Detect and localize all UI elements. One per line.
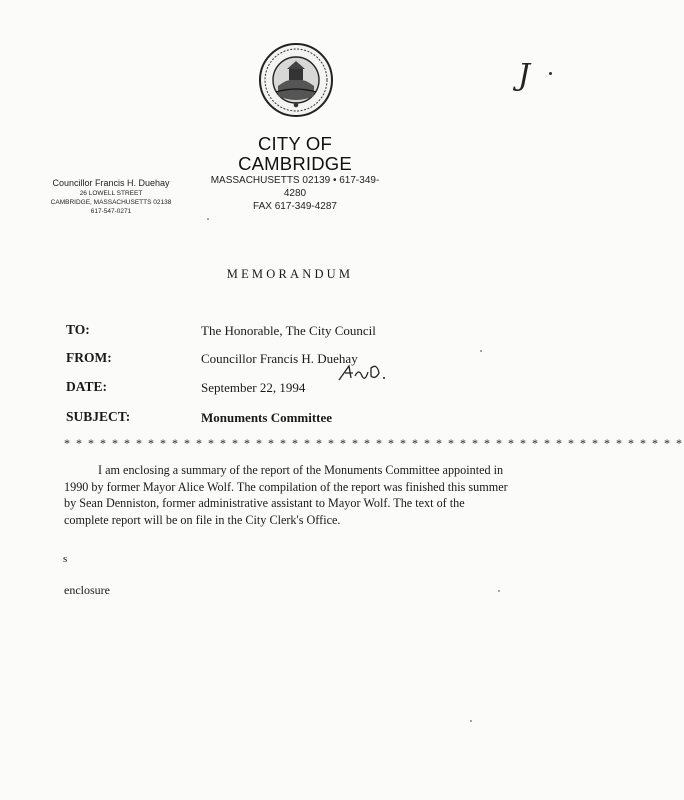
sender-city: CAMBRIDGE, MASSACHUSETTS 02138	[50, 199, 172, 206]
scan-speck	[470, 720, 472, 722]
date-label: DATE:	[66, 379, 108, 394]
scan-speck	[480, 350, 482, 352]
sender-street: 26 LOWELL STREET	[79, 190, 143, 197]
sender-phone: 617-547-0271	[90, 208, 132, 215]
to-value: The Honorable, The City Council	[201, 323, 376, 338]
date-value: September 22, 1994	[201, 380, 306, 395]
from-value: Councillor Francis H. Duehay	[201, 351, 358, 366]
city-seal-logo	[258, 42, 334, 118]
scan-speck	[207, 218, 209, 220]
sender-block	[26, 177, 196, 216]
handwritten-initials-signature	[337, 360, 417, 386]
body-paragraph: I am enclosing a summary of the report of the Monuments Committee appointed in 1990 by former Mayor Alice Wolf. The compilation of the report was finished this summer by Sean Denniston, former administrative assistant to Mayor Wolf. The text of the complete report will be on file in the City Clerk's Office.	[64, 463, 508, 527]
enclosure-note: enclosure	[64, 583, 110, 597]
letterhead	[200, 134, 390, 213]
city-name: CITY OF CAMBRIDGE	[238, 133, 352, 174]
ink-dot	[549, 72, 552, 75]
memo-body	[64, 462, 510, 528]
to-label: TO:	[66, 322, 90, 337]
city-fax: FAX 617-349-4287	[253, 201, 337, 212]
subject-value: Monuments Committee	[201, 410, 333, 425]
asterisk-separator: * * * * * * * * * * * * * * * * * * * * * * * * * * * * * * * * * * * * * * * * * * * * * * * * * * * *	[64, 436, 684, 450]
scan-speck	[498, 590, 500, 592]
city-address: MASSACHUSETTS 02139 • 617-349-4280	[210, 175, 380, 199]
handwritten-page-mark: J	[518, 58, 531, 93]
typist-initials: s	[63, 553, 68, 565]
memo-title: MEMORANDUM	[226, 267, 354, 281]
subject-label: SUBJECT:	[66, 409, 131, 424]
from-label: FROM:	[66, 350, 112, 365]
sender-name: Councillor Francis H. Duehay	[52, 178, 170, 188]
